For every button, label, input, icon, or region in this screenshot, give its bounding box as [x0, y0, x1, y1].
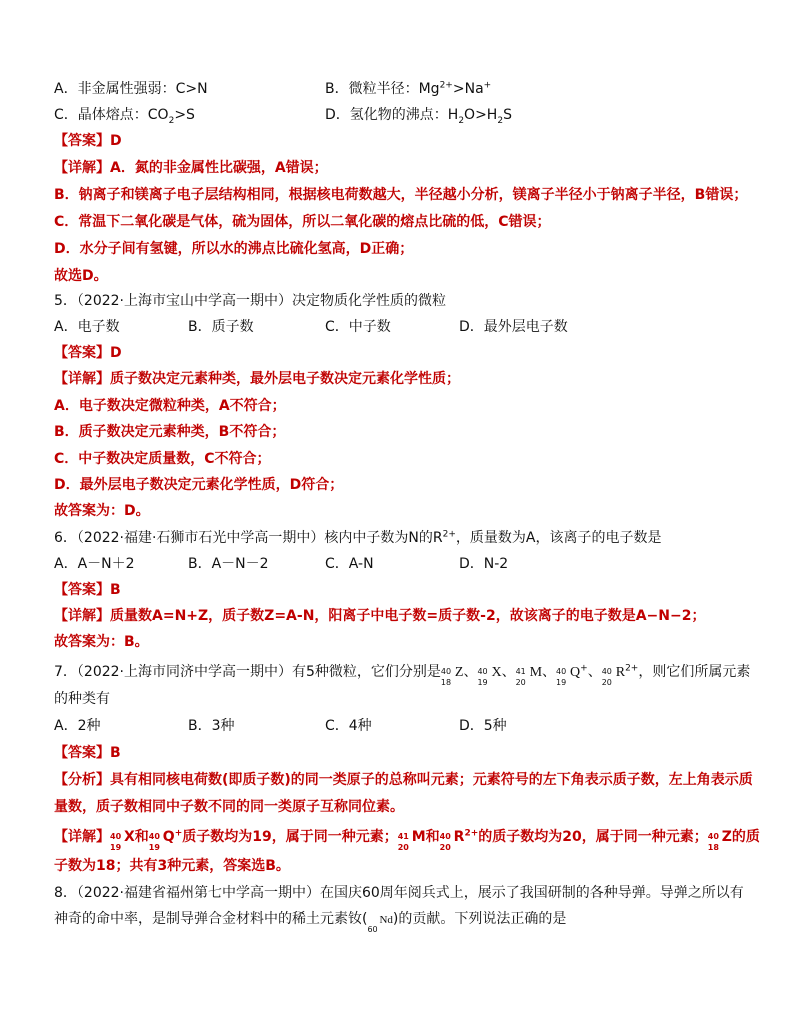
nuclide-z: 40 18: [707, 832, 719, 852]
q4-option-c: C．晶体熔点：$CO_2>S$: [54, 107, 195, 126]
q4-answer: 【答案】D: [54, 133, 122, 149]
q4-detail-d: D．水分子间有氢键，所以水的沸点比硫化氢高，D正确；: [54, 241, 414, 257]
q6-option-d: D．N-2: [459, 556, 509, 572]
q7-option-b: B．3种: [188, 718, 235, 734]
q7-analysis: 【分析】具有相同核电荷数(即质子数)的同一类原子的总称叫元素；元素符号的左下角表示质子数，左上角表示质: [54, 772, 753, 788]
q5-conclusion: 故答案为：D。: [54, 503, 150, 519]
q4-detail-c: C．常温下二氧化碳是气体，硫为固体，所以二氧化碳的熔点比硫的低，C错误；: [54, 214, 551, 230]
nuclide-x: 40 19: [477, 667, 488, 687]
q5-detail-b: B．质子数决定元素种类，B不符合；: [54, 424, 286, 440]
q7-option-d: D．5种: [459, 718, 507, 734]
q6-option-c: C．A-N: [325, 556, 374, 572]
nuclide-m: 41 20: [397, 832, 409, 852]
q5-option-d: D．最外层电子数: [459, 319, 568, 335]
q4-option-a: A．非金属性强弱：C>N: [54, 81, 208, 97]
q7-answer: 【答案】B: [54, 745, 121, 761]
q7-analysis-line2: 量数，质子数相同中子数不同的同一类原子互称同位素。: [54, 799, 404, 815]
nuclide-z: 40 18: [440, 667, 452, 687]
q4-detail: 【详解】A．氮的非金属性比碳强，A错误；: [54, 160, 328, 176]
q5-option-b: B．质子数: [188, 319, 254, 335]
q7-stem-line2: 的种类有: [54, 691, 110, 707]
q7-stem: 7．（2022·上海市同济中学高一期中）有5种微粒，它们分别是 40 18 Z、 40 19 X、 41 20 M、 40 19 Q+、 40 20 $R^{2+}$，则它们所属元素: [54, 663, 751, 687]
nuclide-q: 40 19: [148, 832, 160, 852]
nuclide-q: 40 19: [556, 667, 567, 687]
q6-stem: 6．（2022·福建·石狮市石光中学高一期中）核内中子数为N的$R^{2+}$，质量数为A，该离子的电子数是: [54, 529, 662, 546]
nuclide-r: 40 20: [601, 667, 612, 687]
q4-conclusion: 故选D。: [54, 268, 108, 284]
q5-stem: 5．（2022·上海市宝山中学高一期中）决定物质化学性质的微粒: [54, 293, 446, 309]
nuclide-x: 40 19: [110, 832, 122, 852]
q6-option-b: B．A－N－2: [188, 556, 269, 572]
q7-detail: 【详解】 40 19 X和 40 19 Q+质子数均为19，属于同一种元素； 41 20 M和 40 20 $R^{2+}$的质子数均为20，属于同一种元素； 40 18 Z的质: [54, 828, 760, 852]
q8-stem: 8．（2022·福建省福州第七中学高一期中）在国庆60周年阅兵式上，展示了我国研制的各种导弹。导弹之所以有: [54, 885, 744, 901]
nuclide-r: 40 20: [439, 832, 451, 852]
q4-detail-b: B．钠离子和镁离子电子层结构相同，根据核电荷数越大，半径越小分析，镁离子半径小于钠离子半径，B错误；: [54, 187, 748, 203]
q8-stem-line2: 神奇的命中率，是制导弹合金材料中的稀土元素钕( 60 Nd)的贡献。下列说法正确的是: [54, 911, 567, 934]
q5-option-a: A．电子数: [54, 319, 120, 335]
q5-detail: 【详解】质子数决定元素种类，最外层电子数决定元素化学性质；: [54, 371, 460, 387]
q6-option-a: A．A－N＋2: [54, 556, 135, 572]
q6-conclusion: 故答案为：B。: [54, 634, 149, 650]
q7-option-c: C．4种: [325, 718, 372, 734]
q5-detail-c: C．中子数决定质量数，C不符合；: [54, 451, 271, 467]
nuclide-nd: 60: [367, 925, 378, 934]
q4-option-d: D．氢化物的沸点：$H_2O>H_2S$: [325, 107, 512, 126]
q7-option-a: A．2种: [54, 718, 101, 734]
q5-answer: 【答案】D: [54, 345, 122, 361]
q6-answer: 【答案】B: [54, 582, 121, 598]
q7-detail-line2: 子数为18；共有3种元素，答案选B。: [54, 858, 290, 874]
q5-option-c: C．中子数: [325, 319, 391, 335]
q4-option-b: B．微粒半径：$Mg^{2+}>Na^+$: [325, 80, 492, 97]
nuclide-m: 41 20: [515, 667, 526, 687]
q5-detail-a: A．电子数决定微粒种类，A不符合；: [54, 398, 286, 414]
q5-detail-d: D．最外层电子数决定元素化学性质，D符合；: [54, 477, 344, 493]
q6-detail: 【详解】质量数A=N+Z，质子数Z=A-N，阳离子中电子数=质子数-2，故该离子的电子数是A−N−2；: [54, 608, 706, 624]
